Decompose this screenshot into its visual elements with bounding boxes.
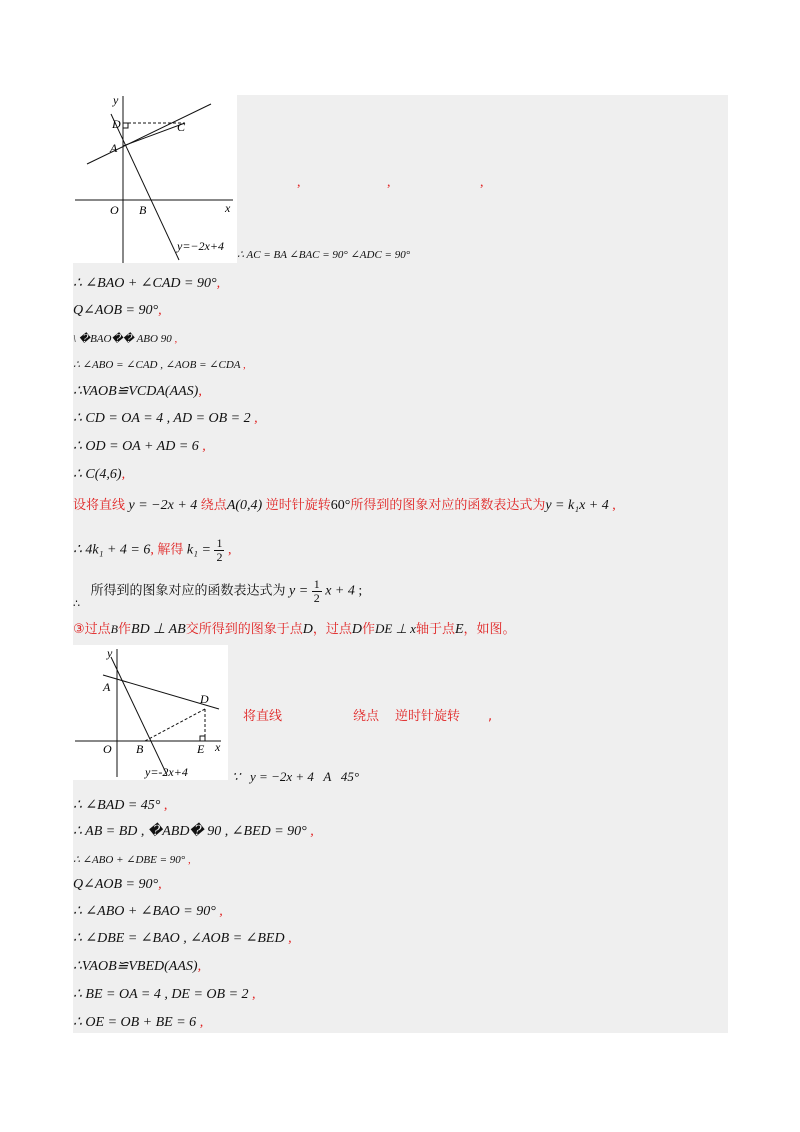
line-22-text: ∴ ∠DBE = ∠BAO , ∠AOB = ∠BED [73, 931, 285, 946]
line-11: 设将直线 y = −2x + 4 绕点A(0,4) 逆时针旋转60°所得到的图象对应的函数表达式为y = k₁x + 4 , [73, 498, 616, 513]
line-11-red-2: 绕点 [200, 498, 227, 513]
line-13-text: 所得到的图象对应的函数表达式为 [90, 583, 286, 599]
line-2: ∴ AC = BA ∠BAC = 90° ∠ADC = 90° [237, 249, 411, 261]
line-14-m: ，如图。 [463, 622, 516, 637]
line-12: ∴ 4k₁ + 4 = 6, 解得 k₁ = $\frac{1}{2}$ , [73, 536, 232, 564]
comma-2: , [387, 175, 391, 190]
line-11-red-3: 逆时针旋转 [265, 498, 331, 513]
line-10: ∴ C(4,6), [73, 467, 126, 482]
fraction-2 [312, 578, 322, 605]
label-c: C [177, 120, 186, 134]
line-14-a: ③过点 [73, 622, 111, 637]
line-3-text: ∴ ∠BAO + ∠CAD = 90° [73, 276, 217, 291]
line-14 [73, 620, 516, 639]
fraction-1-num: 1 [216, 536, 223, 550]
figure-1 [73, 88, 237, 263]
line-15-c: 逆时针旋转 [395, 709, 461, 724]
right-angle-mark [200, 736, 205, 741]
line-22: ∴ ∠DBE = ∠BAO , ∠AOB = ∠BED , [73, 931, 292, 946]
line-9-text: ∴ OD = OA + AD = 6 [73, 439, 199, 454]
label-equation: y=−2x+4 [177, 239, 224, 253]
comma-3: , [480, 175, 484, 190]
line-25: ∴ OE = OB + BE = 6 , [73, 1015, 204, 1030]
label-d: D [112, 117, 121, 131]
label-b: B [139, 203, 147, 217]
dashed-bd [145, 709, 205, 741]
label-x: x [225, 201, 231, 215]
line-9: ∴ OD = OA + AD = 6 , [73, 439, 206, 454]
label-x: x [215, 740, 221, 754]
line-23: ∴VAOB≌VBED(AAS), [73, 959, 202, 974]
comma-1: , [297, 175, 301, 190]
fraction-2-den: 2 [313, 591, 320, 605]
line-14-d: BD ⊥ AB [131, 622, 186, 637]
line-12-k: k₁ = [186, 542, 211, 558]
line-17-text: ∴ ∠BAD = 45° [73, 798, 161, 813]
label-o: O [103, 742, 112, 756]
line-12-math: ∴ 4k₁ + 4 = 6 [73, 542, 151, 558]
label-y: y [107, 646, 113, 660]
line-14-e: 交所得到的图象于点 [185, 622, 303, 637]
line-14-c: 作 [118, 622, 132, 637]
line-7-text: ∴VAOB≌VCDA(AAS) [73, 384, 199, 399]
label-o: O [110, 203, 119, 217]
line-11-math-3: 60° [330, 498, 351, 513]
line-11-math-1: y = −2x + 4 [128, 498, 198, 513]
line-y-neg2x-plus4 [111, 657, 167, 775]
line-18-text: ∴ AB = BD , �ABD� 90 , ∠BED = 90° [73, 824, 307, 839]
line-13 [73, 578, 362, 605]
line-14-k: 轴于点 [415, 622, 455, 637]
segment-ac [123, 123, 185, 146]
line-10-text: ∴ C(4,6) [73, 467, 122, 482]
line-24: ∴ BE = OA = 4 , DE = OB = 2 , [73, 987, 256, 1002]
line-17: ∴ ∠BAD = 45° , [73, 798, 168, 813]
label-y: y [113, 93, 119, 107]
label-a: A [110, 141, 118, 155]
line-12-red: 解得 [157, 542, 184, 558]
line-19: ∴ ∠ABO + ∠DBE = 90° , [73, 854, 191, 866]
line-14-b: B [110, 622, 118, 636]
line-14-g: ，过点 [312, 622, 352, 637]
line-11-math-4: y = k₁x + 4 [545, 498, 609, 513]
label-equation: y=-2x+4 [145, 765, 188, 779]
line-13-y: y = [289, 583, 309, 599]
line-3: ∴ ∠BAO + ∠CAD = 90°, [73, 276, 221, 291]
line-16: ∵ y = −2x + 4 A 45° [232, 769, 360, 784]
line-14-l: E [454, 622, 464, 637]
line-23-text: ∴VAOB≌VBED(AAS) [73, 959, 198, 974]
line-11-math-2: A(0,4) [226, 498, 263, 513]
line-14-h: D [351, 622, 363, 637]
line-11-red-1: 设将直线 [73, 498, 126, 513]
line-19-text: ∴ ∠ABO + ∠DBE = 90° [73, 854, 186, 866]
line-14-f: D [302, 622, 313, 637]
line-4: Q∠AOB = 90°, [73, 303, 162, 318]
line-21: ∴ ∠ABO + ∠BAO = 90° , [73, 904, 223, 919]
line-8-text: ∴ CD = OA = 4 , AD = OB = 2 [73, 411, 251, 426]
line-5: \ �BAO�� ABO 90 , [73, 333, 178, 345]
line-7: ∴VAOB≌VCDA(AAS), [73, 384, 202, 399]
line-ac [87, 104, 211, 164]
label-b: B [136, 742, 144, 756]
figure-1-svg [73, 88, 237, 263]
line-20-text: Q∠AOB = 90° [73, 877, 159, 892]
line-13-therefore: ∴ [73, 598, 80, 610]
line-21-text: ∴ ∠ABO + ∠BAO = 90° [73, 904, 216, 919]
fraction-1 [214, 537, 224, 564]
line-24-text: ∴ BE = OA = 4 , DE = OB = 2 [73, 987, 249, 1002]
line-5-text: \ �BAO�� ABO 90 [73, 333, 172, 345]
label-e: E [197, 742, 205, 756]
figure-2-svg [73, 645, 228, 780]
line-20: Q∠AOB = 90°, [73, 877, 162, 892]
figure-2 [73, 645, 228, 780]
line-25-text: ∴ OE = OB + BE = 6 [73, 1015, 197, 1030]
line-4-text: Q∠AOB = 90° [73, 303, 159, 318]
fraction-2-num: 1 [313, 577, 320, 591]
line-14-j: DE ⊥ x [375, 621, 416, 636]
fraction-1-den: 2 [216, 550, 223, 564]
line-6-text: ∴ ∠ABO = ∠CAD , ∠AOB = ∠CDA [73, 359, 241, 371]
line-13-rest: x + 4 [325, 583, 355, 599]
line-11-red-4: 所得到的图象对应的函数表达式为 [350, 498, 546, 513]
line-15-b: 绕点 [353, 709, 380, 724]
line-8: ∴ CD = OA = 4 , AD = OB = 2 , [73, 411, 258, 426]
line-18: ∴ AB = BD , �ABD� 90 , ∠BED = 90° , [73, 824, 314, 839]
label-a: A [103, 680, 111, 694]
right-angle-mark [123, 123, 128, 128]
line-15-a: 将直线 [243, 709, 283, 724]
line-6: ∴ ∠ABO = ∠CAD , ∠AOB = ∠CDA , [73, 359, 246, 371]
line-13-semicolon: ; [358, 583, 363, 599]
label-d: D [200, 692, 209, 706]
line-14-i: 作 [362, 622, 376, 637]
